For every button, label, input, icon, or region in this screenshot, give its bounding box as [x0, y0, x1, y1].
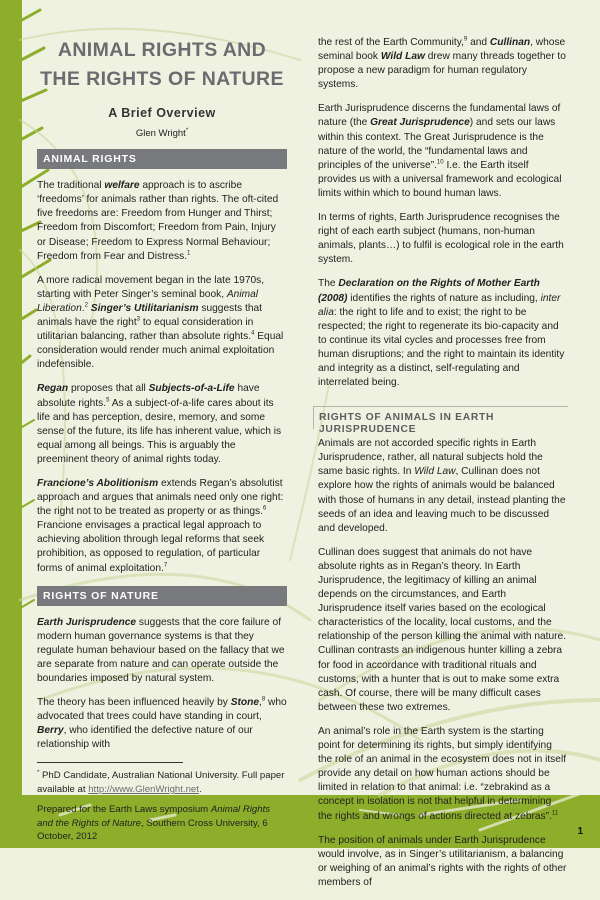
document-subtitle: A Brief Overview: [108, 106, 216, 120]
footnote-ref[interactable]: 4: [251, 330, 255, 337]
paragraph: The theory has been influenced heavily by Stone,$^8$ who advocated that trees could have standing in court, Berry, who identified the defective nature of our relationship with: [37, 696, 287, 751]
left-column: [37, 36, 287, 851]
document-title: [37, 36, 287, 94]
paragraph: The position of animals under Earth Jurisprudence would involve, as in Singer’s utilitarianism, a balancing or weighing of an animal’s rights with the rights of other members of: [318, 834, 567, 888]
footnote-divider: [37, 762, 183, 763]
title-line-1: ANIMAL RIGHTS AND: [57, 39, 267, 61]
footnote-ref[interactable]: 8: [261, 696, 266, 703]
footnote-author: * PhD Candidate, Australian National University. Full paper available at http://www.GlenWright.net.: [37, 770, 285, 795]
footnote-prepared-for: Prepared for the Earth Laws symposium Animal Rights and the Rights of Nature, Southern Cross University, 6 October, 2012: [37, 804, 271, 843]
right-column: [318, 36, 568, 900]
title-line-2: THE RIGHTS OF NATURE: [40, 68, 284, 90]
section-heading-rights-of-nature: RIGHTS OF NATURE: [37, 586, 287, 606]
paragraph: Regan proposes that all Subjects-of-a-Life have absolute rights.$^5$ As a subject-of-a-life cares about its life and has perception, desire, memory, and some sense of the future, its life has inherent value, which is equal among all beings. This is arguably the preeminent theory of animal rights today.: [37, 383, 282, 465]
paragraph: Earth Jurisprudence suggests that the core failure of modern human governance systems is that they regulate human behaviour based on the fallacy that we are separate from nature and can operate outside the boundaries imposed by natural system.: [37, 616, 285, 684]
paragraph: In terms of rights, Earth Jurisprudence recognises the right of each earth subject (humans, non-human animals, plants…) to fulfil is ecological role in the earth system.: [318, 212, 564, 266]
page-number: 1: [577, 826, 583, 837]
paragraph: The traditional welfare approach is to ascribe ‘freedoms’ for animals rather than rights. The oft-cited five freedoms are: Freedom from Hunger and Thirst; Freedom from Discomfort; Freedom from Pain, Injury or Disease; Freedom to Express Normal Behaviour; Freedom from Fear and Distress.$^1$: [37, 180, 279, 262]
footnote-ref[interactable]: 11: [551, 810, 559, 817]
paragraph: The Declaration on the Rights of Mother Earth (2008) identifies the rights of nature as including, inter alia: the right to life and to exist; the right to be respected; the right to regenerate its bio-capacity and to continue its vital cycles and processes free from human disruptions; and the right to maintain its identity and integrity as a distinct, self-regulating and interrelated being.: [318, 278, 565, 389]
footnote-ref[interactable]: 9: [463, 36, 468, 43]
section-heading-rights-of-animals-ej: RIGHTS OF ANIMALS IN EARTH JURISPRUDENCE: [313, 406, 568, 429]
footnote-ref[interactable]: 6: [262, 505, 267, 512]
paragraph: the rest of the Earth Community,$^9$ and Cullinan, whose seminal book Wild Law drew many threads together to propose a new paradigm for human regulatory systems.: [318, 36, 566, 91]
footnote-ref[interactable]: 7: [163, 562, 168, 569]
footnote-ref[interactable]: 5: [106, 397, 110, 404]
author-footnote-mark[interactable]: *: [185, 127, 189, 134]
author-name: Glen Wright: [135, 128, 186, 140]
paragraph: Cullinan does suggest that animals do not have absolute rights as in Regan’s theory. In Earth Jurisprudence, the legitimacy of killing an animal depends on the circumstances, and Earth Jurisprudence itself varies based on the ecological characteristics of the locality, local customs, and the relationship of the person killing the animal with nature. Cullinan contrasts an indigenous hunter killing a zebra for food in accordance with traditional rituals and customs, with a hunter that is out to make some extra cash. Of course, there will be many difficult cases between these two extremes.: [318, 546, 567, 713]
paragraph: Earth Jurisprudence discerns the fundamental laws of nature (the Great Jurisprudence) and sets our laws within this context. The Great Jurisprudence is the nature of the world, the “fundamental laws and principles of the universe”.$^{10}$ I.e. the Earth itself provides us with a universal framework and ecological limits within which to bound human laws.: [318, 103, 562, 199]
author-line: [37, 127, 287, 141]
footnote-ref[interactable]: 1: [187, 250, 191, 257]
footnote-ref[interactable]: 10: [436, 159, 444, 166]
paragraph: Francione’s Abolitionism extends Regan’s absolutist approach and argues that animals need only one right: the right not to be treated as property or as things.$^6$ Francione envisages a practical legal approach to achieving abolition through legal reforms that seek prohibition, as opposed to regulation, of particular forms of animal exploitation.$^7$: [37, 477, 284, 574]
website-link[interactable]: http://www.GlenWright.net: [88, 783, 199, 795]
section-heading-animal-rights: ANIMAL RIGHTS: [37, 149, 287, 169]
paragraph: Animals are not accorded specific rights in Earth Jurisprudence, rather, all natural subjects hold the same basic rights. In Wild Law, Cullinan does not explore how the rights of animals would be balanced with those of humans in any detail, instead planting the seeds of an idea and leaving much to be discussed and developed.: [318, 438, 566, 534]
footnote-ref[interactable]: 3: [136, 316, 141, 323]
paragraph: An animal’s role in the Earth system is the starting point for determining its rights, but simply identifying the role of an animal in the ecosystem does not in itself provide any detail on how human actions should be limited in relation to that animal: i.e. “zebrakind as a concept in isolation is not that helpful in determining the rights and wrongs of actions directed at zebras”.$^{11}$: [318, 725, 567, 822]
paragraph: A more radical movement began in the late 1970s, starting with Peter Singer’s seminal book, Animal Liberation.$^2$ Singer’s Utilitarianism suggests that animals have the right$^3$ to equal consideration in utilitarian balancing, rather than absolute rights.$^4$ Equal consideration would render much animal exploitation indefensible.: [37, 274, 284, 371]
footnote-ref[interactable]: 2: [84, 302, 88, 309]
